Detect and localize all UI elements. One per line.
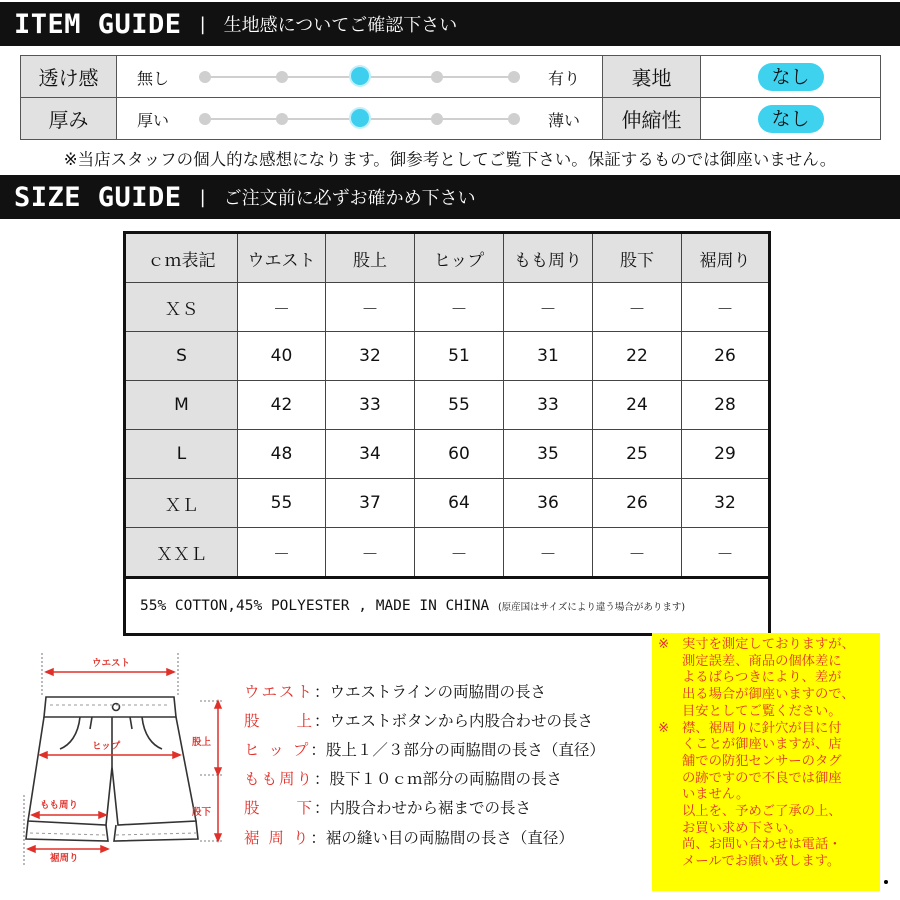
thickness-scale	[117, 98, 603, 140]
item-guide-banner	[0, 2, 900, 46]
table-cell: －	[682, 283, 770, 332]
table-cell: 34	[326, 430, 415, 479]
origin-note: (原産国はサイズにより違う場合があります)	[497, 602, 686, 613]
table-cell: －	[326, 528, 415, 578]
list-item	[244, 676, 605, 705]
size-label: S	[125, 332, 238, 381]
table-cell: 33	[326, 381, 415, 430]
header-cell: 裾周り	[682, 233, 770, 283]
item-guide-subtitle: 生地感についてご確認下さい	[223, 15, 458, 36]
header-cell: 股上	[326, 233, 415, 283]
measurement-term: 股 下	[244, 799, 315, 818]
size-label: ＸＸＬ	[125, 528, 238, 578]
table-row	[125, 479, 770, 528]
diagram-label-thigh: もも周り	[40, 800, 79, 811]
table-cell: 64	[415, 479, 504, 528]
table-row	[125, 283, 770, 332]
stretch-label: 伸縮性	[603, 98, 701, 140]
measurement-term: 股 上	[244, 711, 315, 730]
table-cell: 32	[326, 332, 415, 381]
shorts-measurement-diagram	[20, 645, 230, 875]
table-cell: －	[504, 528, 593, 578]
scale-right-label: 薄い	[547, 111, 580, 130]
note-line: 舗での防犯センサーのタグ	[682, 753, 842, 769]
table-cell: 55	[415, 381, 504, 430]
note-line: お買い求め下さい。	[682, 820, 802, 836]
table-cell: －	[682, 528, 770, 578]
scale-marker	[276, 113, 288, 125]
table-row	[125, 528, 770, 578]
table-row	[125, 332, 770, 381]
table-cell: 37	[326, 479, 415, 528]
measurement-term: 裾 周 り	[244, 828, 311, 847]
scale-marker	[431, 71, 443, 83]
note-line: 目安としてご覧ください。	[682, 703, 842, 719]
fabric-feel-table	[20, 55, 881, 140]
scale-marker-active	[351, 109, 369, 127]
scale-marker	[431, 113, 443, 125]
diagram-label-hip: ヒップ	[92, 741, 121, 752]
table-cell: 60	[415, 430, 504, 479]
size-guide-subtitle: ご注文前に必ずお確かめ下さい	[223, 188, 476, 209]
measurement-definition: ：ウエストラインの両脇間の長さ	[314, 682, 547, 701]
table-cell: －	[593, 528, 682, 578]
size-label: M	[125, 381, 238, 430]
scale-marker	[199, 113, 211, 125]
table-cell: －	[238, 528, 326, 578]
header-cell: 股下	[593, 233, 682, 283]
note-line: 実寸を測定しておりますが、	[682, 637, 855, 652]
size-table	[123, 231, 771, 636]
table-cell: 40	[238, 332, 326, 381]
table-cell: 35	[504, 430, 593, 479]
table-row	[125, 430, 770, 479]
size-label: ＸＳ	[125, 283, 238, 332]
item-guide-title: ITEM GUIDE	[14, 8, 182, 40]
list-item	[244, 764, 605, 793]
list-item	[244, 734, 605, 763]
table-cell: －	[238, 283, 326, 332]
table-cell: 25	[593, 430, 682, 479]
table-cell: 33	[504, 381, 593, 430]
table-cell: 26	[682, 332, 770, 381]
table-cell: 24	[593, 381, 682, 430]
size-table-header	[125, 233, 770, 283]
size-guide-title: SIZE GUIDE	[14, 181, 182, 213]
disclaimer-note	[652, 633, 880, 891]
scale-marker	[508, 71, 520, 83]
measurement-term: ヒ ッ プ	[244, 740, 311, 759]
diagram-label-inseam: 股下	[192, 807, 212, 818]
note-line: 尚、お問い合わせは電話・	[682, 837, 842, 853]
size-guide-banner	[0, 175, 900, 219]
list-item	[244, 822, 605, 851]
see-through-scale	[117, 56, 603, 98]
table-cell: 31	[504, 332, 593, 381]
measurement-definition: ：股下１０ｃｍ部分の両脇間の長さ	[314, 770, 563, 789]
material-info	[125, 578, 770, 635]
table-cell: 48	[238, 430, 326, 479]
header-cell: ｃｍ表記	[125, 233, 238, 283]
diagram-label-hem: 裾周り	[50, 853, 79, 864]
scale-marker	[276, 71, 288, 83]
measurement-term: ウエスト	[244, 682, 315, 701]
note-line: の跡ですので不良では御座	[682, 770, 842, 786]
table-cell: 29	[682, 430, 770, 479]
table-cell: 28	[682, 381, 770, 430]
note-line: 以上を、予めご了承の上、	[682, 804, 842, 820]
table-cell: 36	[504, 479, 593, 528]
measurement-term: もも周り	[244, 770, 315, 789]
diagram-label-rise: 股上	[192, 737, 212, 748]
scale-right-label: 有り	[547, 69, 580, 88]
measurement-definitions	[244, 676, 605, 851]
table-cell: 51	[415, 332, 504, 381]
measurement-definition: ：裾の縫い目の両脇間の長さ（直径）	[310, 828, 574, 847]
measurement-definition: ：股上１／３部分の両脇間の長さ（直径）	[310, 740, 605, 759]
table-cell: －	[326, 283, 415, 332]
scale-left-label: 厚い	[137, 111, 170, 130]
table-cell: －	[415, 528, 504, 578]
thickness-label: 厚み	[21, 98, 117, 140]
size-label: L	[125, 430, 238, 479]
header-cell: ヒップ	[415, 233, 504, 283]
table-cell: －	[593, 283, 682, 332]
list-item	[244, 705, 605, 734]
note-line: くことが御座いますが、店	[682, 737, 842, 753]
table-cell: 22	[593, 332, 682, 381]
size-label: ＸＬ	[125, 479, 238, 528]
measurement-definition: ：ウエストボタンから内股合わせの長さ	[314, 711, 594, 730]
table-cell: －	[415, 283, 504, 332]
see-through-label: 透け感	[21, 56, 117, 98]
table-cell: 26	[593, 479, 682, 528]
table-cell: 32	[682, 479, 770, 528]
material-text: 55% COTTON,45% POLYESTER , MADE IN CHINA	[140, 598, 490, 614]
table-row	[125, 381, 770, 430]
table-cell: 42	[238, 381, 326, 430]
note-line: 出る場合が御座いますので、	[682, 687, 855, 703]
banner-separator: |	[199, 186, 206, 208]
note-line: 測定誤差、商品の個体差に	[682, 653, 842, 669]
lining-label: 裏地	[603, 56, 701, 98]
list-item	[244, 793, 605, 822]
diagram-label-waist: ウエスト	[92, 658, 131, 669]
lining-value-badge: なし	[758, 63, 824, 91]
note-mark: ※	[658, 720, 670, 736]
scale-left-label: 無し	[137, 69, 170, 88]
table-cell: －	[504, 283, 593, 332]
banner-separator: |	[199, 13, 206, 35]
table-cell: 55	[238, 479, 326, 528]
note-line: メールでお願い致します。	[682, 854, 841, 870]
note-mark: ※	[658, 637, 670, 652]
header-cell: もも周り	[504, 233, 593, 283]
note-line: 襟、裾周りに針穴が目に付	[682, 720, 842, 736]
measurement-definition: ：内股合わせから裾までの長さ	[314, 799, 532, 818]
trailing-dot	[884, 880, 888, 884]
staff-opinion-note: ※当店スタッフの個人的な感想になります。御参考としてご覧下さい。保証するものでは御座いません。	[63, 150, 837, 169]
header-cell: ウエスト	[238, 233, 326, 283]
scale-marker	[508, 113, 520, 125]
scale-marker-active	[351, 67, 369, 85]
scale-marker	[199, 71, 211, 83]
stretch-value-badge: なし	[758, 105, 824, 133]
note-line: よるばらつきにより、差が	[682, 670, 842, 686]
note-line: いません。	[682, 787, 750, 803]
